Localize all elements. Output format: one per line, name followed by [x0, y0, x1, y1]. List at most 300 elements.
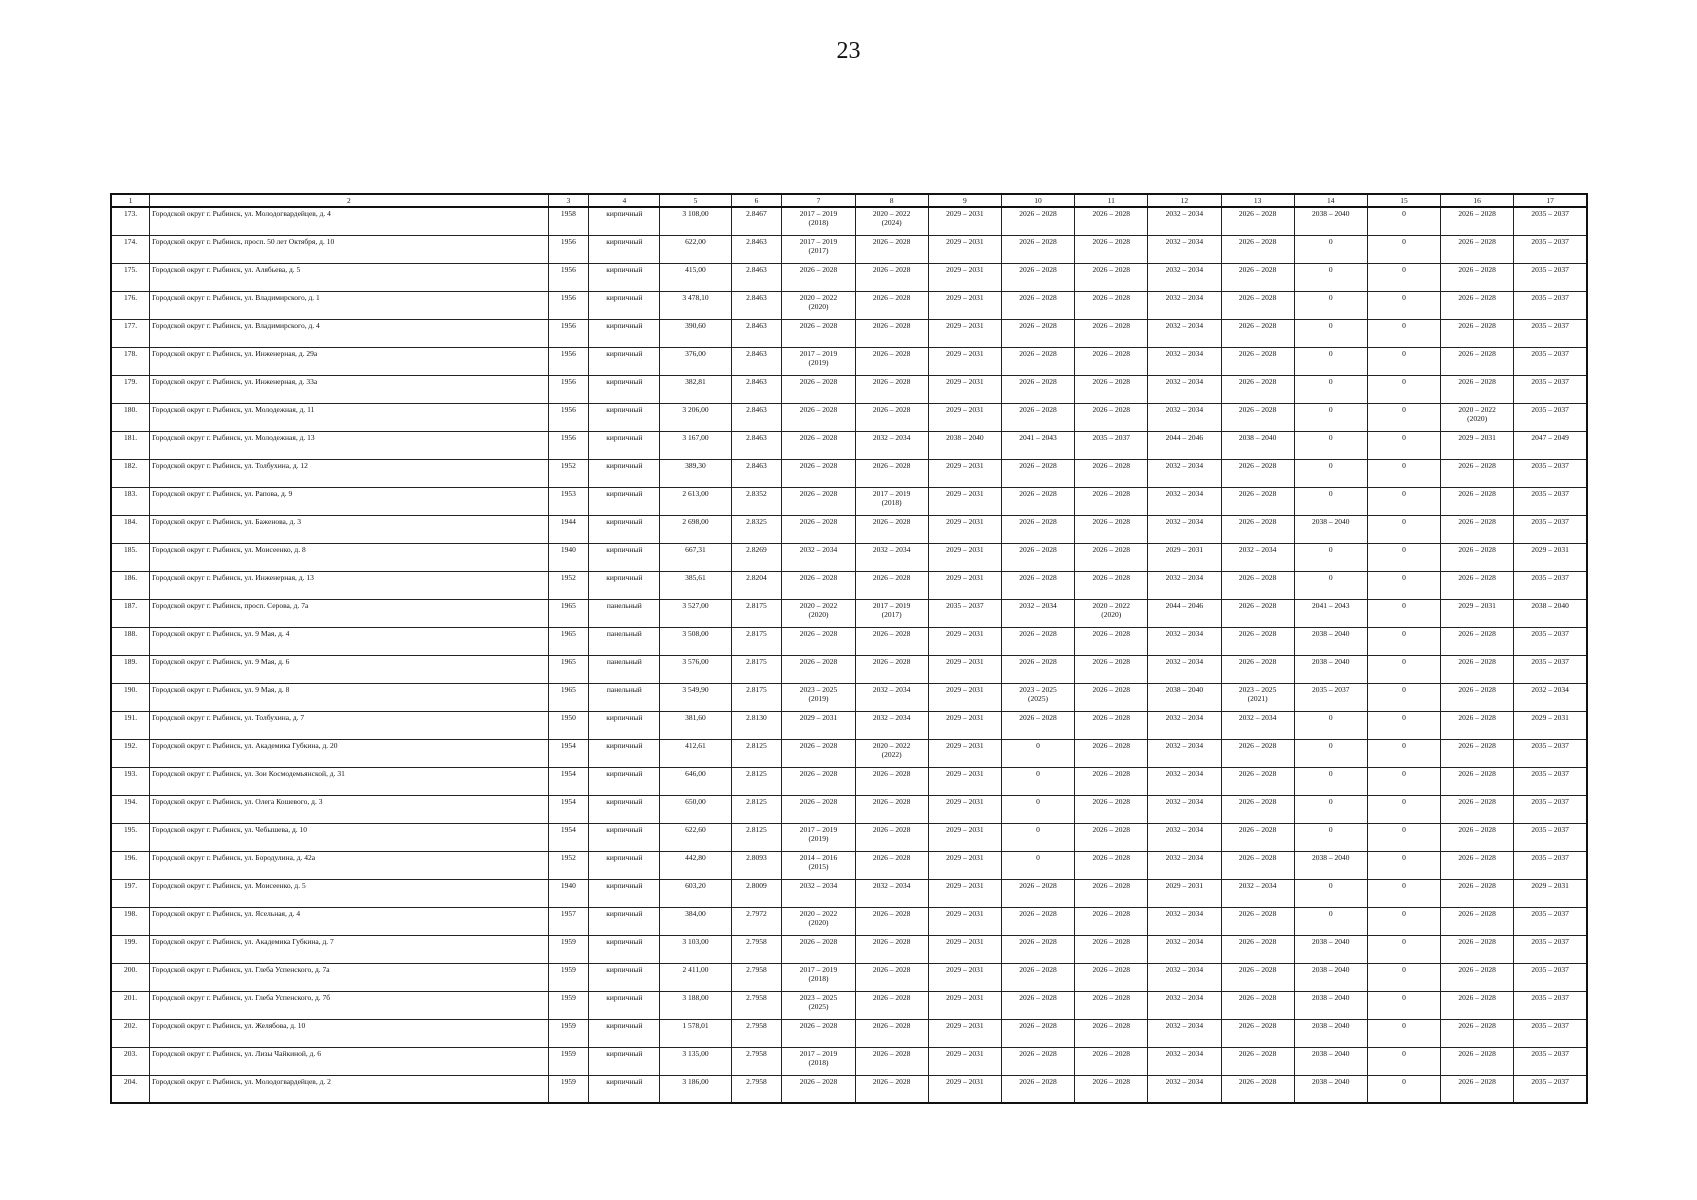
table-cell: 2026 – 2028: [1221, 823, 1294, 851]
table-cell: 2026 – 2028: [782, 515, 855, 543]
table-cell: 2026 – 2028: [1221, 1019, 1294, 1047]
table-cell: 1954: [548, 739, 589, 767]
table-cell: 2026 – 2028: [782, 403, 855, 431]
table-cell: 2035 – 2037: [1514, 991, 1587, 1019]
table-cell: кирпичный: [589, 263, 660, 291]
table-cell: 2029 – 2031: [928, 823, 1001, 851]
address-cell: Городской округ г. Рыбинск, ул. Академика Губкина, д. 20: [150, 739, 548, 767]
table-cell: 2038 – 2040: [1294, 935, 1367, 963]
table-cell: 2029 – 2031: [928, 851, 1001, 879]
table-cell: 1965: [548, 655, 589, 683]
table-cell: кирпичный: [589, 207, 660, 235]
table-cell: 2026 – 2028: [1001, 627, 1074, 655]
table-row: [111, 375, 1587, 403]
table-cell: 2026 – 2028: [1441, 1019, 1514, 1047]
address-cell: Городской округ г. Рыбинск, ул. Олега Кошевого, д. 3: [150, 795, 548, 823]
table-cell: 2032 – 2034: [1148, 851, 1221, 879]
table-cell: 2026 – 2028: [1221, 515, 1294, 543]
table-cell: 2.8463: [731, 403, 782, 431]
table-cell: 2 411,00: [660, 963, 731, 991]
table-cell: 2026 – 2028: [782, 627, 855, 655]
row-number-cell: 199.: [111, 935, 150, 963]
table-cell: 1956: [548, 291, 589, 319]
table-cell: 2029 – 2031: [928, 963, 1001, 991]
table-cell: 2.8352: [731, 487, 782, 515]
table-cell: 2026 – 2028: [1001, 487, 1074, 515]
address-cell: Городской округ г. Рыбинск, ул. Желябова, д. 10: [150, 1019, 548, 1047]
table-cell: 2029 – 2031: [928, 935, 1001, 963]
column-header: 10: [1001, 194, 1074, 207]
table-cell: 2026 – 2028: [1075, 319, 1148, 347]
table-cell: 2026 – 2028: [855, 515, 928, 543]
table-cell: 2026 – 2028: [1075, 543, 1148, 571]
table-cell: 0: [1367, 935, 1440, 963]
table-row: [111, 683, 1587, 711]
table-cell: 2026 – 2028: [1221, 1047, 1294, 1075]
table-cell: 1956: [548, 263, 589, 291]
row-number-cell: 174.: [111, 235, 150, 263]
table-cell: 385,61: [660, 571, 731, 599]
table-cell: 2026 – 2028: [1221, 571, 1294, 599]
table-cell: кирпичный: [589, 543, 660, 571]
table-cell: 2029 – 2031: [928, 375, 1001, 403]
table-cell: 2.8125: [731, 795, 782, 823]
table-cell: 2026 – 2028: [1075, 375, 1148, 403]
table-cell: 2026 – 2028: [1001, 207, 1074, 235]
table-cell: 0: [1367, 1047, 1440, 1075]
table-row: [111, 711, 1587, 739]
table-cell: 0: [1367, 823, 1440, 851]
table-cell: 3 576,00: [660, 655, 731, 683]
table-cell: 0: [1294, 879, 1367, 907]
table-cell: 2026 – 2028: [1221, 907, 1294, 935]
table-cell: 2017 – 2019 (2017): [855, 599, 928, 627]
table-cell: 2026 – 2028: [855, 235, 928, 263]
table-cell: 1956: [548, 235, 589, 263]
row-number-cell: 190.: [111, 683, 150, 711]
row-number-cell: 184.: [111, 515, 150, 543]
table-cell: 2026 – 2028: [1075, 627, 1148, 655]
table-cell: 2026 – 2028: [1221, 963, 1294, 991]
table-row: [111, 963, 1587, 991]
table-cell: 3 103,00: [660, 935, 731, 963]
table-cell: 667,31: [660, 543, 731, 571]
table-cell: 2026 – 2028: [1075, 823, 1148, 851]
table-cell: 1965: [548, 627, 589, 655]
table-cell: 2026 – 2028: [782, 655, 855, 683]
table-cell: 0: [1367, 571, 1440, 599]
table-cell: 2032 – 2034: [1148, 207, 1221, 235]
table-cell: кирпичный: [589, 823, 660, 851]
column-header: 17: [1514, 194, 1587, 207]
table-cell: 2026 – 2028: [1221, 739, 1294, 767]
table-cell: 2026 – 2028: [1001, 459, 1074, 487]
table-cell: 1956: [548, 375, 589, 403]
table-cell: 2026 – 2028: [1075, 263, 1148, 291]
table-cell: 2026 – 2028: [1441, 683, 1514, 711]
table-cell: кирпичный: [589, 459, 660, 487]
table-cell: 2035 – 2037: [1514, 403, 1587, 431]
table-cell: 382,81: [660, 375, 731, 403]
table-cell: 1952: [548, 851, 589, 879]
table-cell: 2026 – 2028: [782, 1075, 855, 1103]
table-cell: 1959: [548, 1047, 589, 1075]
table-cell: 2032 – 2034: [1148, 991, 1221, 1019]
table-cell: 2038 – 2040: [928, 431, 1001, 459]
table-cell: 0: [1367, 599, 1440, 627]
table-cell: 0: [1367, 711, 1440, 739]
table-cell: 2020 – 2022 (2020): [1441, 403, 1514, 431]
table-cell: панельный: [589, 599, 660, 627]
table-cell: 2026 – 2028: [855, 319, 928, 347]
table-cell: 2026 – 2028: [1441, 235, 1514, 263]
column-header: 5: [660, 194, 731, 207]
table-cell: 2026 – 2028: [855, 935, 928, 963]
table-cell: 2.8463: [731, 431, 782, 459]
table-cell: кирпичный: [589, 795, 660, 823]
table-cell: 0: [1294, 739, 1367, 767]
table-cell: 1959: [548, 963, 589, 991]
table-cell: 2026 – 2028: [1221, 655, 1294, 683]
table-cell: 2026 – 2028: [782, 935, 855, 963]
table-cell: 0: [1367, 207, 1440, 235]
table-cell: 2.8130: [731, 711, 782, 739]
table-cell: 2029 – 2031: [928, 879, 1001, 907]
table-cell: 2026 – 2028: [855, 655, 928, 683]
table-cell: 2.8175: [731, 627, 782, 655]
table-cell: 0: [1294, 431, 1367, 459]
table-cell: 2026 – 2028: [1221, 767, 1294, 795]
table-cell: 2020 – 2022 (2020): [782, 599, 855, 627]
table-cell: 3 135,00: [660, 1047, 731, 1075]
table-cell: 2026 – 2028: [1441, 823, 1514, 851]
table-cell: 2035 – 2037: [1514, 823, 1587, 851]
table-cell: 2026 – 2028: [1075, 711, 1148, 739]
row-number-cell: 203.: [111, 1047, 150, 1075]
table-cell: 2026 – 2028: [855, 851, 928, 879]
table-cell: 2032 – 2034: [1148, 1047, 1221, 1075]
table-cell: 2026 – 2028: [782, 795, 855, 823]
row-number-cell: 189.: [111, 655, 150, 683]
table-cell: 1956: [548, 403, 589, 431]
table-cell: 2026 – 2028: [1075, 963, 1148, 991]
table-cell: 2029 – 2031: [928, 235, 1001, 263]
row-number-cell: 192.: [111, 739, 150, 767]
table-cell: 2026 – 2028: [1075, 487, 1148, 515]
table-cell: 2.8463: [731, 375, 782, 403]
table-cell: 2026 – 2028: [1001, 879, 1074, 907]
table-row: [111, 263, 1587, 291]
table-cell: 2029 – 2031: [928, 1019, 1001, 1047]
table-cell: 1954: [548, 823, 589, 851]
table-cell: 2032 – 2034: [1221, 543, 1294, 571]
table-cell: 2032 – 2034: [1148, 515, 1221, 543]
table-cell: 1958: [548, 207, 589, 235]
address-cell: Городской округ г. Рыбинск, ул. Баженова, д. 3: [150, 515, 548, 543]
table-cell: 2038 – 2040: [1294, 655, 1367, 683]
table-cell: 2026 – 2028: [1075, 347, 1148, 375]
address-cell: Городской округ г. Рыбинск, ул. 9 Мая, д. 4: [150, 627, 548, 655]
table-cell: 2029 – 2031: [1514, 879, 1587, 907]
table-cell: 2026 – 2028: [1441, 739, 1514, 767]
row-number-cell: 197.: [111, 879, 150, 907]
address-cell: Городской округ г. Рыбинск, ул. Алябьева, д. 5: [150, 263, 548, 291]
table-cell: 2026 – 2028: [855, 291, 928, 319]
address-cell: Городской округ г. Рыбинск, ул. Рапова, д. 9: [150, 487, 548, 515]
table-cell: 2026 – 2028: [1221, 319, 1294, 347]
table-cell: 0: [1001, 851, 1074, 879]
table-cell: 0: [1294, 767, 1367, 795]
table-cell: 2029 – 2031: [928, 711, 1001, 739]
table-cell: 2032 – 2034: [1148, 459, 1221, 487]
table-cell: 2029 – 2031: [928, 543, 1001, 571]
address-cell: Городской округ г. Рыбинск, ул. Владимирского, д. 1: [150, 291, 548, 319]
table-cell: 2026 – 2028: [1441, 347, 1514, 375]
table-cell: 2020 – 2022 (2020): [1075, 599, 1148, 627]
table-row: [111, 767, 1587, 795]
table-cell: 3 206,00: [660, 403, 731, 431]
table-cell: 2017 – 2019 (2018): [782, 1047, 855, 1075]
address-cell: Городской округ г. Рыбинск, ул. Молодежная, д. 13: [150, 431, 548, 459]
table-cell: 2026 – 2028: [1221, 851, 1294, 879]
table-cell: 0: [1367, 235, 1440, 263]
table-row: [111, 879, 1587, 907]
table-cell: 0: [1294, 291, 1367, 319]
table-cell: 0: [1294, 487, 1367, 515]
table-cell: 2035 – 2037: [1514, 851, 1587, 879]
table-cell: 0: [1001, 767, 1074, 795]
table-row: [111, 823, 1587, 851]
table-cell: кирпичный: [589, 515, 660, 543]
table-cell: 0: [1294, 375, 1367, 403]
table-cell: 2032 – 2034: [1148, 403, 1221, 431]
table-cell: 2029 – 2031: [928, 767, 1001, 795]
table-cell: 2026 – 2028: [1075, 235, 1148, 263]
table-cell: 2026 – 2028: [1075, 907, 1148, 935]
table-cell: 2026 – 2028: [1075, 739, 1148, 767]
table-cell: 3 527,00: [660, 599, 731, 627]
table-row: [111, 235, 1587, 263]
table-cell: 0: [1367, 1019, 1440, 1047]
address-cell: Городской округ г. Рыбинск, ул. Глеба Успенского, д. 7а: [150, 963, 548, 991]
table-cell: 2029 – 2031: [1148, 879, 1221, 907]
table-cell: 2026 – 2028: [1441, 375, 1514, 403]
table-cell: 2032 – 2034: [1514, 683, 1587, 711]
table-cell: 2029 – 2031: [928, 403, 1001, 431]
table-cell: 2029 – 2031: [928, 347, 1001, 375]
table-cell: 0: [1367, 795, 1440, 823]
table-cell: кирпичный: [589, 487, 660, 515]
table-cell: 2038 – 2040: [1294, 207, 1367, 235]
table-cell: 2.8269: [731, 543, 782, 571]
table-cell: 2026 – 2028: [1441, 795, 1514, 823]
table-cell: 2026 – 2028: [1075, 1075, 1148, 1103]
table-cell: 0: [1367, 403, 1440, 431]
table-cell: 390,60: [660, 319, 731, 347]
row-number-cell: 182.: [111, 459, 150, 487]
table-cell: 2026 – 2028: [1075, 459, 1148, 487]
table-cell: 2029 – 2031: [928, 571, 1001, 599]
table-cell: 0: [1294, 319, 1367, 347]
table-cell: 2026 – 2028: [1075, 1019, 1148, 1047]
table-cell: 1959: [548, 935, 589, 963]
table-cell: 2026 – 2028: [1001, 375, 1074, 403]
table-cell: 2032 – 2034: [1148, 571, 1221, 599]
table-cell: 2026 – 2028: [1075, 571, 1148, 599]
table-cell: 0: [1294, 403, 1367, 431]
table-cell: 0: [1367, 431, 1440, 459]
table-cell: 2026 – 2028: [1441, 627, 1514, 655]
column-header: 16: [1441, 194, 1514, 207]
table-cell: 0: [1367, 375, 1440, 403]
table-header-row: [111, 194, 1587, 207]
table-cell: 2026 – 2028: [1075, 795, 1148, 823]
table-cell: 2035 – 2037: [928, 599, 1001, 627]
table-cell: кирпичный: [589, 347, 660, 375]
table-cell: кирпичный: [589, 403, 660, 431]
table-cell: 2035 – 2037: [1514, 1047, 1587, 1075]
table-cell: 2032 – 2034: [1148, 823, 1221, 851]
table-cell: 2026 – 2028: [1075, 403, 1148, 431]
table-cell: 2026 – 2028: [1221, 1075, 1294, 1103]
table-cell: 2026 – 2028: [1441, 963, 1514, 991]
table-cell: 2026 – 2028: [1001, 235, 1074, 263]
address-cell: Городской округ г. Рыбинск, ул. Молодогвардейцев, д. 4: [150, 207, 548, 235]
table-cell: 2026 – 2028: [1221, 795, 1294, 823]
table-cell: 2026 – 2028: [1441, 543, 1514, 571]
column-header: 8: [855, 194, 928, 207]
table-cell: 3 508,00: [660, 627, 731, 655]
table-cell: 415,00: [660, 263, 731, 291]
table-cell: 2017 – 2019 (2019): [782, 347, 855, 375]
table-row: [111, 459, 1587, 487]
table-cell: 1956: [548, 319, 589, 347]
table-cell: 2026 – 2028: [855, 459, 928, 487]
table-cell: 2035 – 2037: [1514, 739, 1587, 767]
table-cell: 2032 – 2034: [1148, 235, 1221, 263]
table-cell: 2017 – 2019 (2018): [782, 963, 855, 991]
table-cell: 2032 – 2034: [1148, 935, 1221, 963]
table-row: [111, 935, 1587, 963]
table-cell: 1953: [548, 487, 589, 515]
table-cell: 0: [1294, 235, 1367, 263]
address-cell: Городской округ г. Рыбинск, ул. Молодежная, д. 11: [150, 403, 548, 431]
table-cell: 2.8093: [731, 851, 782, 879]
table-cell: 0: [1294, 263, 1367, 291]
table-cell: 2032 – 2034: [1148, 319, 1221, 347]
table-cell: 2029 – 2031: [928, 207, 1001, 235]
table-cell: 0: [1001, 823, 1074, 851]
column-header: 13: [1221, 194, 1294, 207]
table-cell: 2026 – 2028: [1001, 907, 1074, 935]
table-cell: 2 613,00: [660, 487, 731, 515]
table-cell: 2029 – 2031: [1148, 543, 1221, 571]
table-cell: 2038 – 2040: [1148, 683, 1221, 711]
table-cell: 2029 – 2031: [928, 907, 1001, 935]
column-header: 7: [782, 194, 855, 207]
table-row: [111, 571, 1587, 599]
table-cell: 0: [1367, 263, 1440, 291]
table-cell: 0: [1294, 795, 1367, 823]
table-cell: 2032 – 2034: [855, 879, 928, 907]
table-cell: 2.7972: [731, 907, 782, 935]
table-cell: 2026 – 2028: [782, 263, 855, 291]
table-cell: 2035 – 2037: [1514, 319, 1587, 347]
table-cell: 2026 – 2028: [855, 1047, 928, 1075]
table-cell: 0: [1294, 571, 1367, 599]
table-cell: 2026 – 2028: [1441, 459, 1514, 487]
table-cell: 2.7958: [731, 1019, 782, 1047]
table-cell: 389,30: [660, 459, 731, 487]
table-cell: 2026 – 2028: [1001, 347, 1074, 375]
table-row: [111, 487, 1587, 515]
table-cell: 2026 – 2028: [1441, 319, 1514, 347]
table-cell: 2026 – 2028: [1001, 1047, 1074, 1075]
table-cell: 0: [1294, 347, 1367, 375]
table-cell: 2026 – 2028: [1221, 235, 1294, 263]
table-cell: 2035 – 2037: [1514, 767, 1587, 795]
table-cell: 2026 – 2028: [855, 375, 928, 403]
table-row: [111, 207, 1587, 235]
address-cell: Городской округ г. Рыбинск, ул. Чебышева, д. 10: [150, 823, 548, 851]
address-cell: Городской округ г. Рыбинск, ул. Зои Космодемьянской, д. 31: [150, 767, 548, 795]
table-cell: 2026 – 2028: [855, 263, 928, 291]
table-cell: 2032 – 2034: [1148, 907, 1221, 935]
table-row: [111, 1019, 1587, 1047]
table-row: [111, 403, 1587, 431]
table-cell: 376,00: [660, 347, 731, 375]
table-cell: 2023 – 2025 (2025): [1001, 683, 1074, 711]
table-cell: 2029 – 2031: [782, 711, 855, 739]
table-cell: 2026 – 2028: [1075, 1047, 1148, 1075]
table-cell: 2032 – 2034: [855, 431, 928, 459]
table-cell: 0: [1294, 907, 1367, 935]
table-cell: 2035 – 2037: [1514, 235, 1587, 263]
table-cell: 2032 – 2034: [1148, 963, 1221, 991]
table-cell: 2026 – 2028: [1221, 627, 1294, 655]
table-cell: 0: [1367, 515, 1440, 543]
table-cell: 2023 – 2025 (2019): [782, 683, 855, 711]
table-cell: кирпичный: [589, 235, 660, 263]
table-cell: 2047 – 2049: [1514, 431, 1587, 459]
table-cell: 622,00: [660, 235, 731, 263]
table-cell: 2035 – 2037: [1514, 515, 1587, 543]
address-cell: Городской округ г. Рыбинск, ул. Лизы Чайкиной, д. 6: [150, 1047, 548, 1075]
table-cell: 2038 – 2040: [1294, 1047, 1367, 1075]
table-row: [111, 739, 1587, 767]
row-number-cell: 185.: [111, 543, 150, 571]
table-cell: 2026 – 2028: [1001, 991, 1074, 1019]
table-cell: 2026 – 2028: [782, 431, 855, 459]
table-cell: 0: [1294, 823, 1367, 851]
table-cell: 2035 – 2037: [1514, 291, 1587, 319]
table-cell: 2035 – 2037: [1514, 375, 1587, 403]
table-cell: 2026 – 2028: [1075, 515, 1148, 543]
table-cell: 2.8204: [731, 571, 782, 599]
table-cell: 2026 – 2028: [1221, 403, 1294, 431]
row-number-cell: 175.: [111, 263, 150, 291]
table-cell: 1965: [548, 599, 589, 627]
table-cell: 0: [1367, 487, 1440, 515]
row-number-cell: 198.: [111, 907, 150, 935]
table-cell: 2026 – 2028: [1221, 487, 1294, 515]
table-cell: 384,00: [660, 907, 731, 935]
table-cell: 2026 – 2028: [782, 767, 855, 795]
table-cell: 2026 – 2028: [782, 375, 855, 403]
row-number-cell: 178.: [111, 347, 150, 375]
table-cell: 2035 – 2037: [1075, 431, 1148, 459]
table-cell: 0: [1294, 459, 1367, 487]
